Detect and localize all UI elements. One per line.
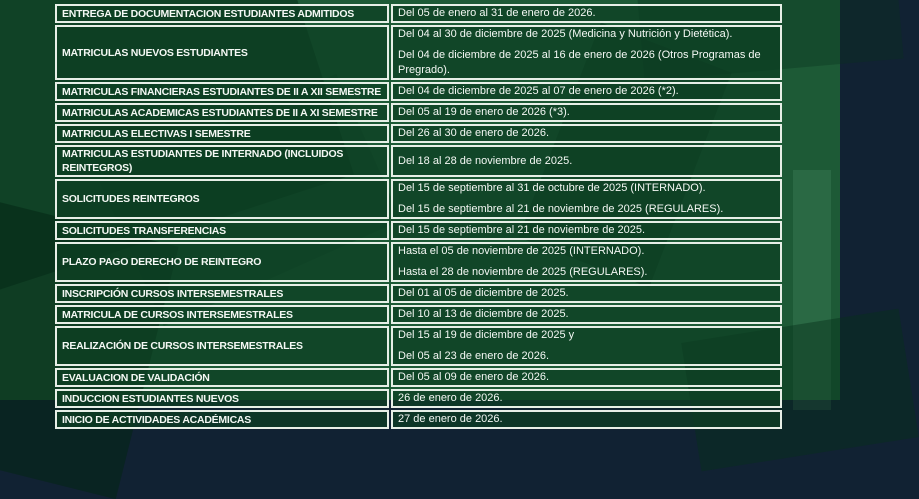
activity-cell: MATRICULAS ACADEMICAS ESTUDIANTES DE II A XI SEMESTRE: [55, 103, 389, 122]
activity-cell: PLAZO PAGO DERECHO DE REINTEGRO: [55, 242, 389, 282]
date-line: 26 de enero de 2026.: [398, 392, 503, 404]
table-row: [55, 145, 782, 177]
date-line: Hasta el 28 de noviembre de 2025 (REGULARES).: [398, 266, 648, 278]
calendar-table: [53, 2, 784, 431]
activity-cell: MATRICULA DE CURSOS INTERSEMESTRALES: [55, 305, 389, 324]
dates-cell: [391, 103, 782, 122]
dates-cell: [391, 410, 782, 429]
date-line: Del 15 de septiembre al 31 de octubre de 2025 (INTERNADO).: [398, 182, 706, 194]
date-line: Del 05 de enero al 31 de enero de 2026.: [398, 7, 596, 19]
activity-cell: REALIZACIÓN DE CURSOS INTERSEMESTRALES: [55, 326, 389, 366]
dates-cell: [391, 145, 782, 177]
dates-cell: [391, 4, 782, 23]
activity-cell: EVALUACION DE VALIDACIÓN: [55, 368, 389, 387]
date-line: Del 15 al 19 de diciembre de 2025 y: [398, 329, 575, 341]
date-line: Del 18 al 28 de noviembre de 2025.: [398, 154, 573, 167]
table-row: [55, 221, 782, 240]
table-row: [55, 284, 782, 303]
date-line: Del 15 de septiembre al 21 de noviembre de 2025 (REGULARES).: [398, 203, 724, 215]
dates-cell: [391, 242, 782, 282]
activity-cell: SOLICITUDES TRANSFERENCIAS: [55, 221, 389, 240]
dates-cell: [391, 179, 782, 219]
date-line: 27 de enero de 2026.: [398, 413, 503, 425]
date-line: Del 15 de septiembre al 21 de noviembre de 2025.: [398, 224, 646, 236]
table-row: [55, 368, 782, 387]
date-line: Del 05 al 19 de enero de 2026 (*3).: [398, 106, 570, 118]
activity-cell: MATRICULAS NUEVOS ESTUDIANTES: [55, 25, 389, 80]
table-row: [55, 103, 782, 122]
dates-cell: [391, 284, 782, 303]
table-row: [55, 124, 782, 143]
table-row: [55, 242, 782, 282]
activity-cell: INICIO DE ACTIVIDADES ACADÉMICAS: [55, 410, 389, 429]
table-row: [55, 25, 782, 80]
activity-cell: MATRICULAS FINANCIERAS ESTUDIANTES DE II A XII SEMESTRE: [55, 82, 389, 101]
table-row: [55, 326, 782, 366]
dates-cell: [391, 389, 782, 408]
table-row: [55, 4, 782, 23]
table-row: [55, 389, 782, 408]
dates-cell: [391, 326, 782, 366]
activity-cell: ENTREGA DE DOCUMENTACION ESTUDIANTES ADMITIDOS: [55, 4, 389, 23]
date-line: Del 01 al 05 de diciembre de 2025.: [398, 287, 569, 299]
date-line: Del 05 al 09 de enero de 2026.: [398, 371, 550, 383]
date-line: Del 26 al 30 de enero de 2026.: [398, 127, 550, 139]
dates-cell: [391, 368, 782, 387]
date-line: Del 04 de diciembre de 2025 al 07 de enero de 2026 (*2).: [398, 85, 679, 97]
activity-cell: INSCRIPCIÓN CURSOS INTERSEMESTRALES: [55, 284, 389, 303]
dates-cell: [391, 25, 782, 80]
date-line: Del 05 al 23 de enero de 2026.: [398, 350, 550, 362]
date-line: Del 04 de diciembre de 2025 al 16 de enero de 2026 (Otros Programas de Pregrado).: [398, 49, 761, 76]
date-line: Hasta el 05 de noviembre de 2025 (INTERNADO).: [398, 245, 645, 257]
dates-cell: [391, 124, 782, 143]
dates-cell: [391, 305, 782, 324]
date-line: Del 04 al 30 de diciembre de 2025 (Medicina y Nutrición y Dietética).: [398, 28, 733, 40]
table-row: [55, 410, 782, 429]
table-row: [55, 82, 782, 101]
activity-cell: INDUCCION ESTUDIANTES NUEVOS: [55, 389, 389, 408]
activity-cell: MATRICULAS ELECTIVAS I SEMESTRE: [55, 124, 389, 143]
activity-cell: MATRICULAS ESTUDIANTES DE INTERNADO (INCLUIDOS REINTEGROS): [55, 145, 389, 177]
activity-cell: SOLICITUDES REINTEGROS: [55, 179, 389, 219]
table-row: [55, 305, 782, 324]
dates-cell: [391, 221, 782, 240]
dates-cell: [391, 82, 782, 101]
date-line: Del 10 al 13 de diciembre de 2025.: [398, 308, 569, 320]
table-row: [55, 179, 782, 219]
